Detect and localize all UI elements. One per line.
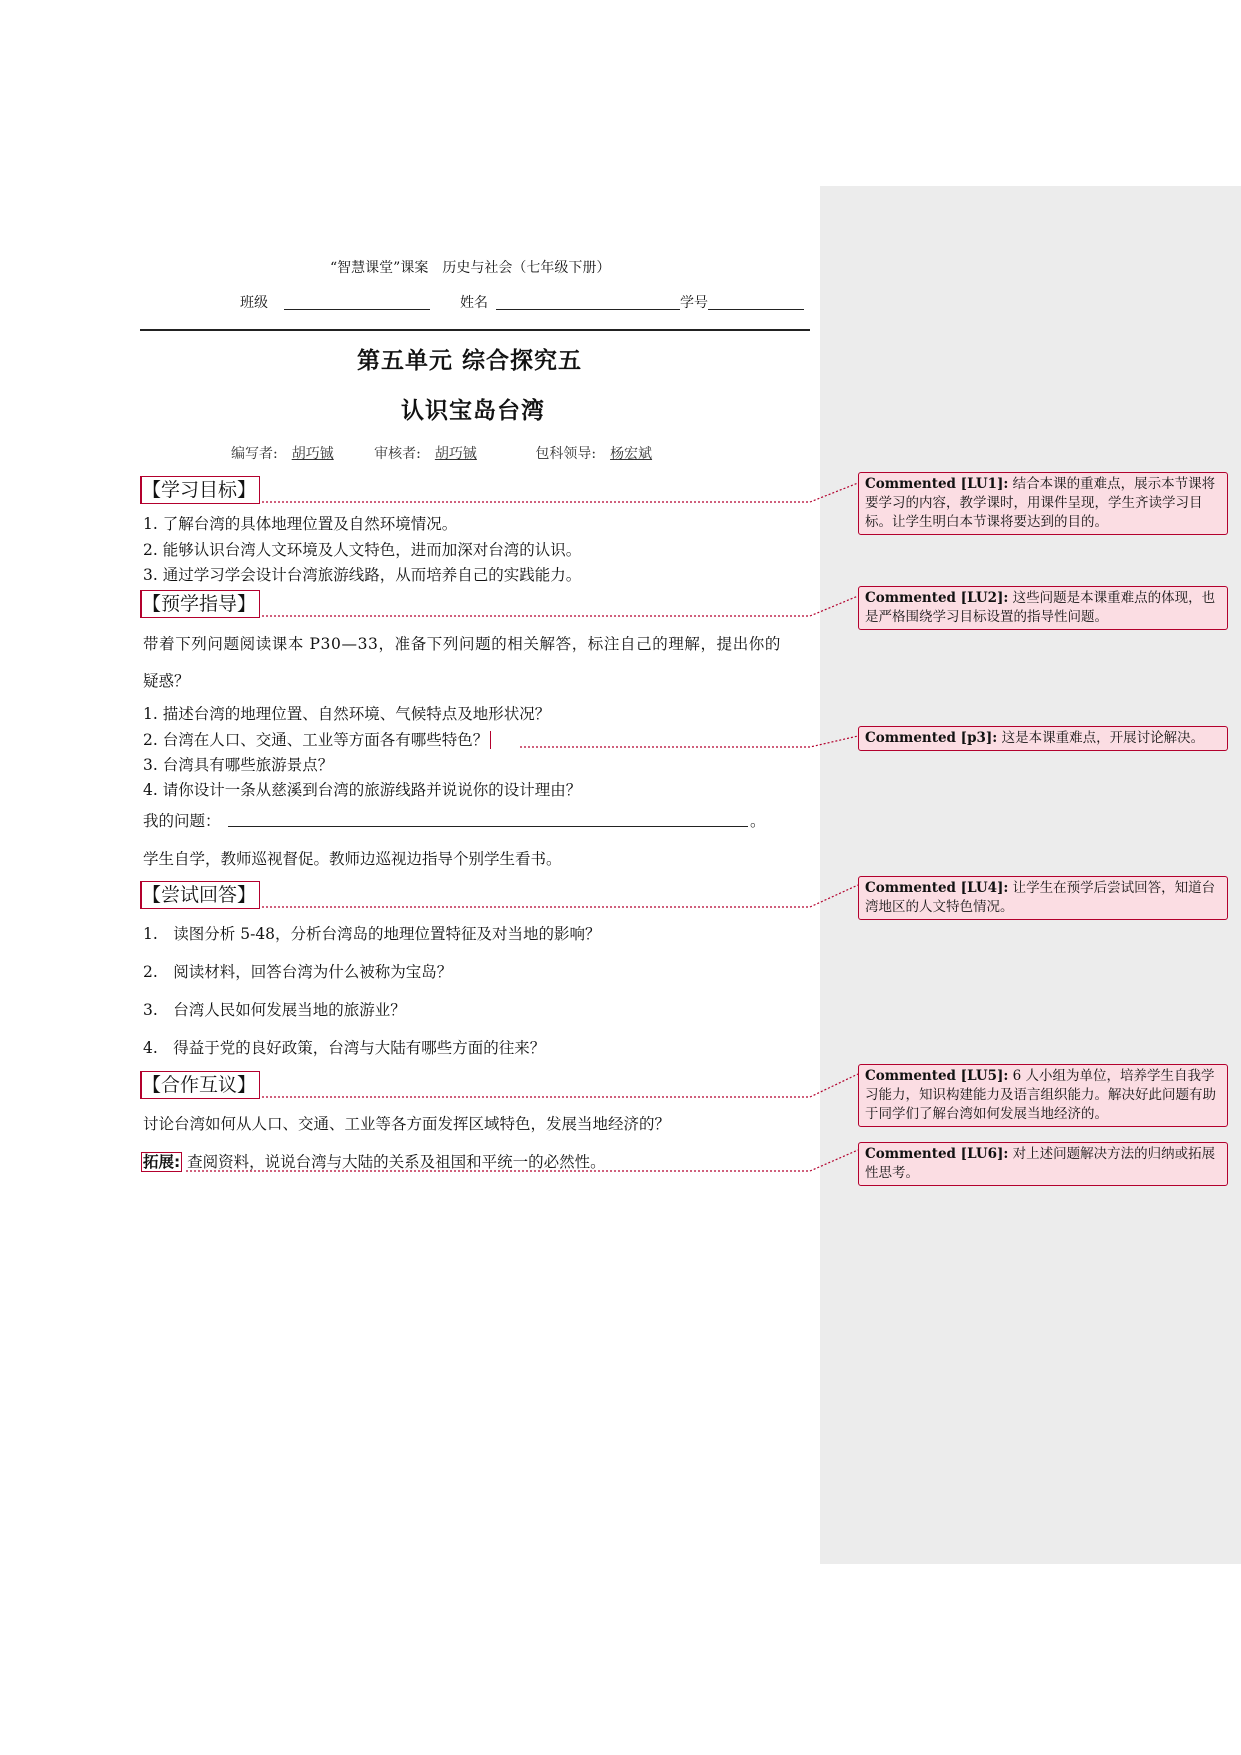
comment-text: 对上述问题解决方法的归纳或拓展性思考。	[865, 1146, 1216, 1181]
connector-3	[520, 736, 858, 747]
try-item: 4. 得益于党的良好政策，台湾与大陆有哪些方面的往来？	[143, 1039, 546, 1057]
guide-item-text: 2. 台湾在人口、交通、工业等方面各有哪些特色？	[143, 731, 489, 749]
lesson-title: 认识宝岛台湾	[401, 398, 545, 424]
comment-lu1[interactable]	[858, 472, 1228, 535]
extend-text: 查阅资料，说说台湾与大陆的关系及祖国和平统一的必然性。	[187, 1153, 606, 1171]
writer-label: 编写者:	[231, 446, 278, 462]
try-item: 2. 阅读材料，回答台湾为什么被称为宝岛？	[143, 963, 453, 981]
my-question-label: 我的问题：	[143, 812, 221, 830]
try-item: 3. 台湾人民如何发展当地的旅游业？	[143, 1001, 406, 1019]
comment-text: 让学生在预学后尝试回答，知道台湾地区的人文特色情况。	[865, 880, 1216, 915]
my-question-field[interactable]	[228, 826, 748, 827]
name-label: 姓名	[460, 295, 488, 311]
comment-lu2[interactable]	[858, 586, 1228, 630]
connector-5	[262, 1074, 858, 1097]
guide-heading: 【预学指导】	[140, 590, 260, 618]
goal-item: 2. 能够认识台湾人文环境及人文特色，进而加深对台湾的认识。	[143, 541, 582, 559]
writer-name: 胡巧铖	[291, 446, 334, 462]
comment-lu4[interactable]	[858, 876, 1228, 920]
comment-lu5[interactable]	[858, 1064, 1228, 1127]
leader-name: 杨宏斌	[610, 446, 653, 462]
id-label: 学号	[680, 295, 708, 311]
guide-item: 4. 请你设计一条从慈溪到台湾的旅游线路并说说你的设计理由？	[143, 781, 582, 799]
comment-text: 这是本课重难点，开展讨论解决。	[997, 730, 1205, 746]
goal-item: 1. 了解台湾的具体地理位置及自然环境情况。	[143, 515, 458, 533]
comment-tag: Commented [p3]:	[865, 730, 998, 746]
self-study-note: 学生自学，教师巡视督促。教师边巡视边指导个别学生看书。	[143, 850, 562, 868]
comment-tag: Commented [LU4]:	[865, 880, 1009, 896]
guide-item: 3. 台湾具有哪些旅游景点？	[143, 756, 334, 774]
comment-text: 6 人小组为单位，培养学生自我学习能力，知识构建能力及语言组织能力。解决好此问题有助于同学们了解台湾如何发展当地经济的。	[865, 1068, 1216, 1122]
coop-text: 讨论台湾如何从人口、交通、工业等各方面发挥区域特色，发展当地经济的？	[143, 1115, 671, 1133]
guide-intro-line2: 疑惑？	[143, 672, 190, 690]
try-heading: 【尝试回答】	[140, 881, 260, 909]
goal-item: 3. 通过学习学会设计台湾旅游线路，从而培养自己的实践能力。	[143, 566, 582, 584]
reviewer-name: 胡巧铖	[434, 446, 477, 462]
extend-label: 拓展:	[143, 1153, 181, 1171]
comment-tag: Commented [LU5]:	[865, 1068, 1009, 1084]
my-question-end: 。	[750, 812, 766, 830]
extend-line	[141, 1150, 606, 1172]
comment-tag: Commented [LU1]:	[865, 476, 1009, 492]
try-item: 1. 读图分析 5-48，分析台湾岛的地理位置特征及对当地的影响？	[143, 925, 601, 943]
connector-1	[262, 483, 858, 502]
guide-intro-line1: 带着下列问题阅读课本 P30—33，准备下列问题的相关解答，标注自己的理解，提出你的	[143, 635, 782, 653]
coop-heading: 【合作互议】	[140, 1071, 260, 1099]
comment-tag: Commented [LU6]:	[865, 1146, 1009, 1162]
guide-item	[143, 728, 496, 750]
comment-text: 结合本课的重难点，展示本节课将要学习的内容，教学课时，用课件呈现，学生齐读学习目标。让学生明白本节课将要达到的目的。	[865, 476, 1216, 530]
comment-p3[interactable]	[858, 726, 1228, 751]
course-line: “智慧课堂”课案 历史与社会（七年级下册）	[330, 260, 611, 276]
comment-text: 这些问题是本课重难点的体现，也是严格围绕学习目标设置的指导性问题。	[865, 590, 1216, 625]
connector-2	[262, 596, 858, 616]
reviewer-label: 审核者:	[374, 446, 421, 462]
comment-lu6[interactable]	[858, 1142, 1228, 1186]
guide-item: 1. 描述台湾的地理位置、自然环境、气候特点及地形状况？	[143, 705, 551, 723]
goals-heading: 【学习目标】	[140, 476, 260, 504]
comment-anchor	[490, 731, 496, 749]
comment-tag: Commented [LU2]:	[865, 590, 1009, 606]
leader-label: 包科领导:	[535, 446, 597, 462]
unit-title: 第五单元 综合探究五	[357, 348, 583, 374]
class-label: 班级	[240, 295, 268, 311]
connector-4	[262, 885, 858, 907]
